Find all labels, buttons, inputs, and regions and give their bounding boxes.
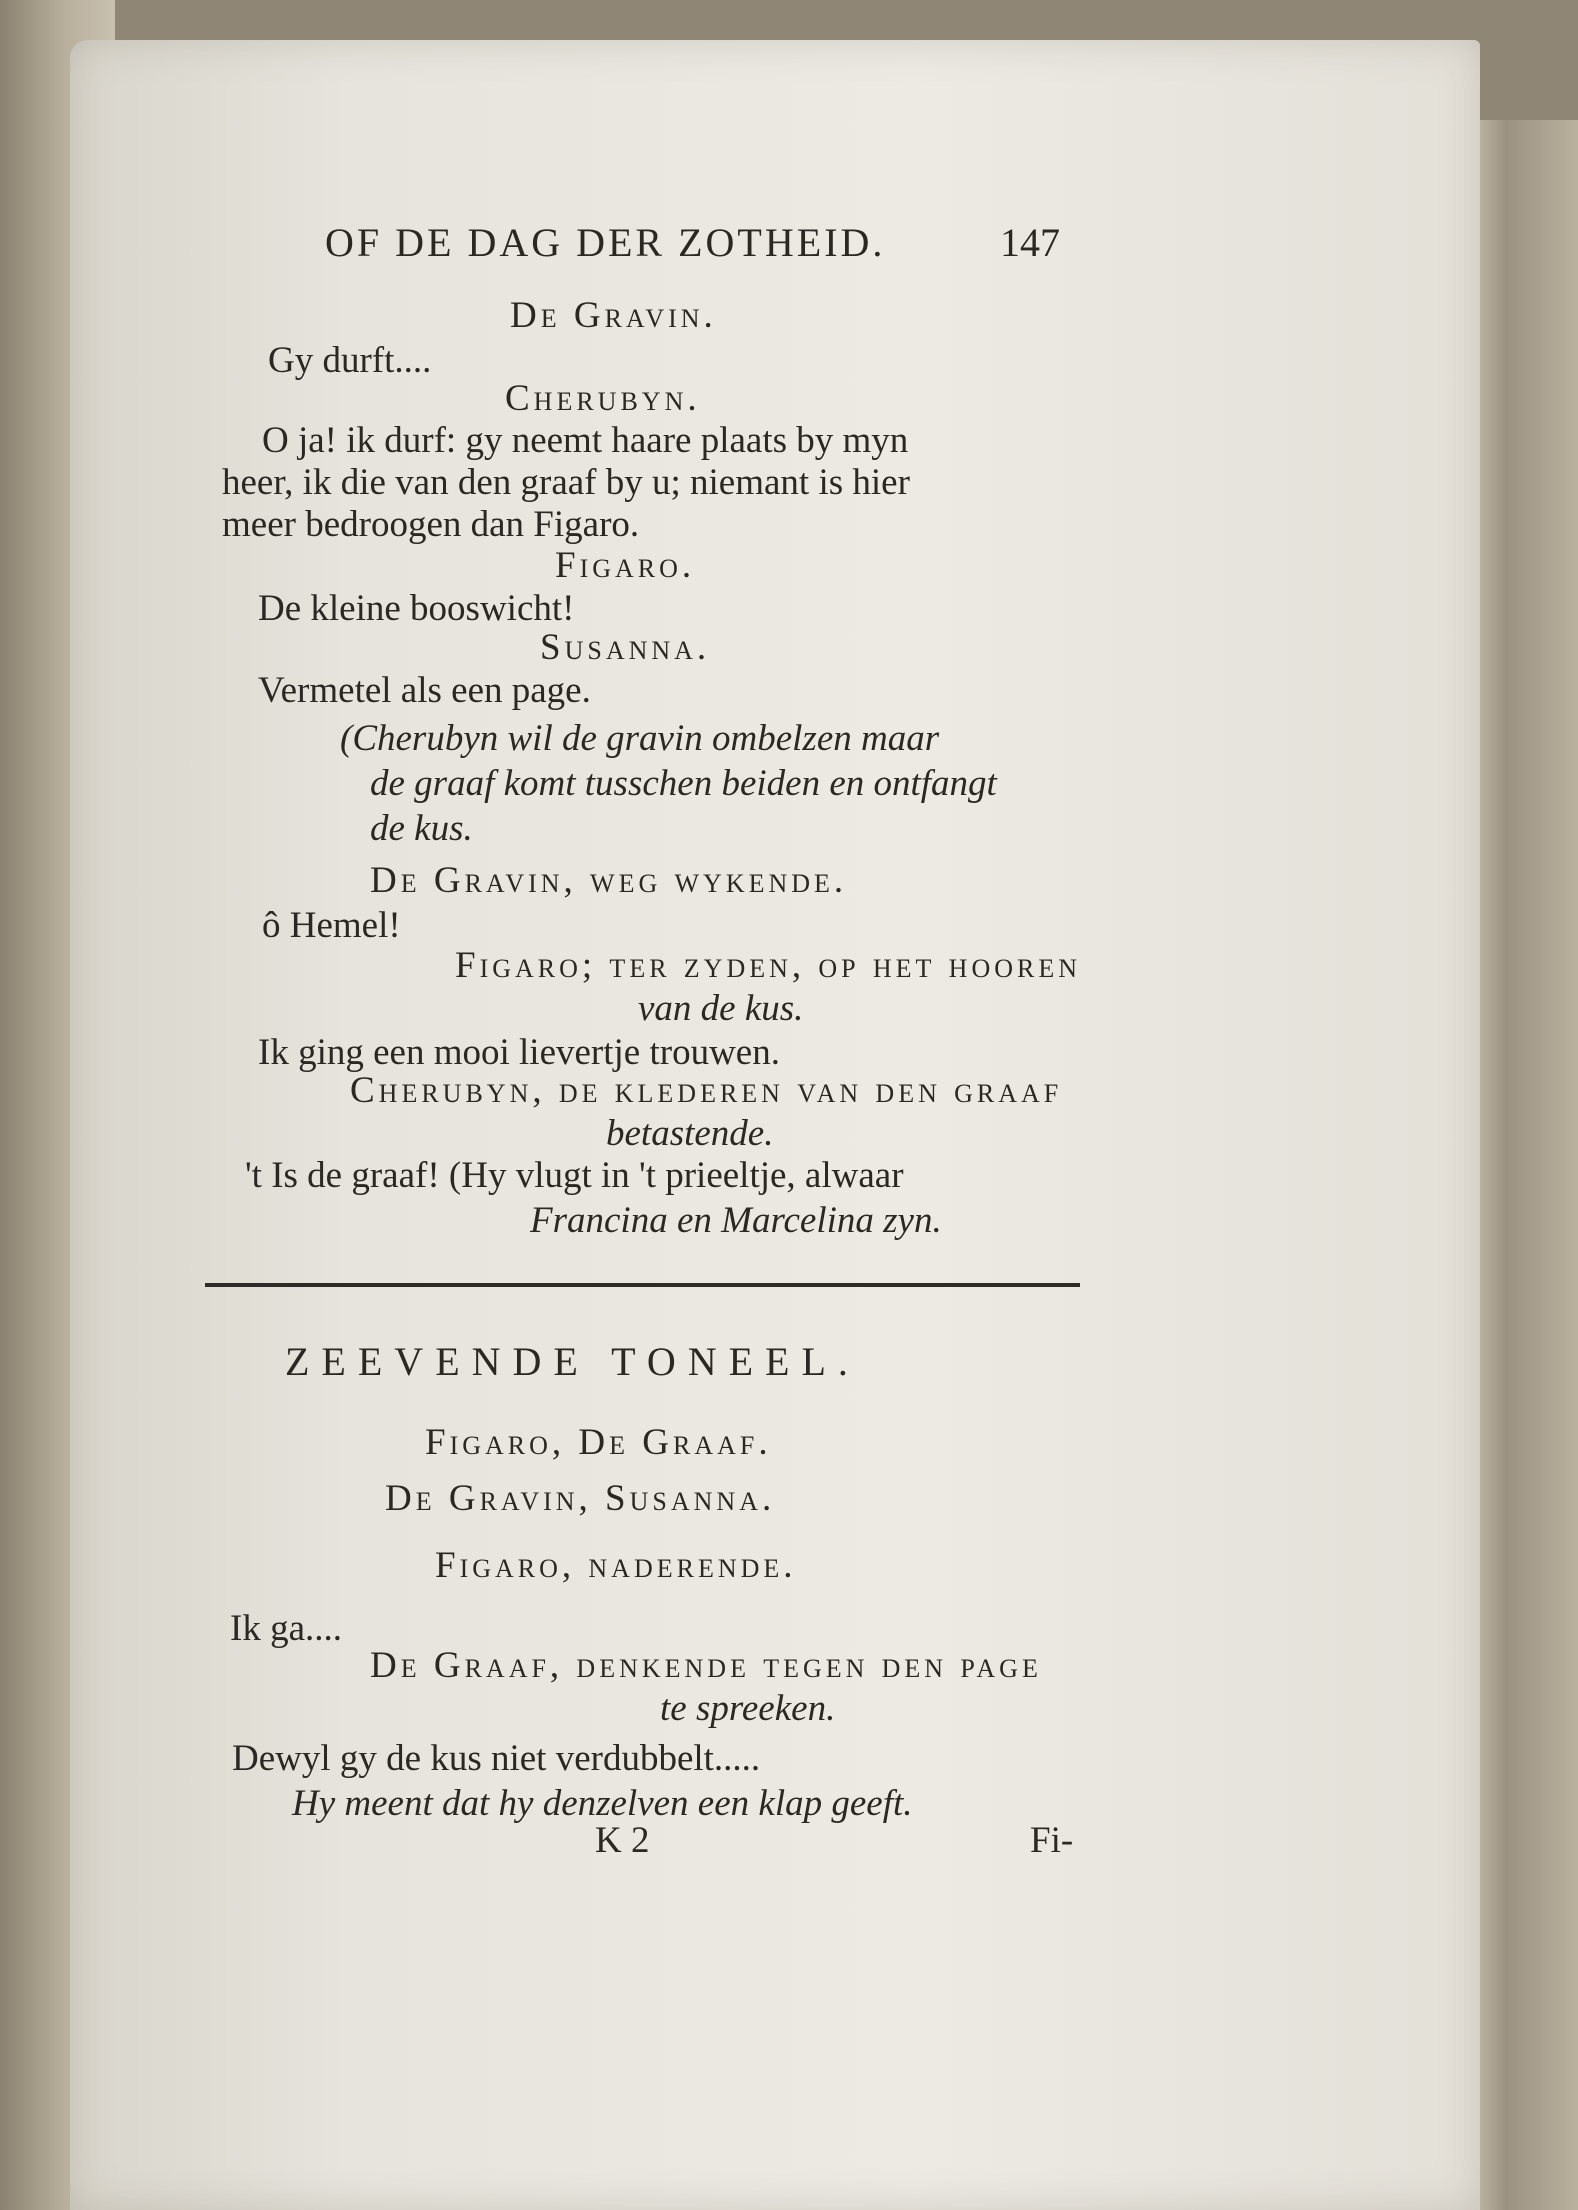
text-line: Ik ging een mooi lievertje trouwen. — [258, 1032, 780, 1073]
text-line: Ik ga.... — [230, 1608, 342, 1649]
text-line: Fi- — [1030, 1820, 1074, 1861]
text-line: De Graaf, denkende tegen den page — [370, 1645, 1042, 1686]
text-line: Figaro. — [555, 545, 696, 586]
text-line: meer bedroogen dan Figaro. — [222, 504, 640, 545]
text-line: de kus. — [370, 808, 473, 849]
text-line: De Gravin, Susanna. — [385, 1478, 776, 1519]
text-line: De Gravin. — [510, 295, 717, 336]
text-line: K 2 — [595, 1820, 650, 1861]
text-line: Figaro, De Graaf. — [425, 1422, 772, 1463]
text-line: ô Hemel! — [262, 905, 401, 946]
text-line: (Cherubyn wil de gravin ombelzen maar — [340, 718, 940, 759]
text-line: Hy meent dat hy denzelven een klap geeft. — [292, 1783, 913, 1824]
text-line: Francina en Marcelina zyn. — [530, 1200, 942, 1241]
text-line: Figaro, naderende. — [435, 1545, 797, 1586]
text-line: van de kus. — [638, 988, 804, 1029]
text-line: Cherubyn, de klederen van den graaf — [350, 1070, 1063, 1111]
text-line: De kleine booswicht! — [258, 588, 575, 629]
text-line: De Gravin, weg wykende. — [370, 860, 848, 901]
text-line: Gy durft.... — [268, 340, 432, 381]
text-line: de graaf komt tusschen beiden en ontfangt — [370, 763, 997, 804]
text-line: te spreeken. — [660, 1688, 836, 1729]
text-line: Dewyl gy de kus niet verdubbelt..... — [232, 1738, 761, 1779]
scene-heading: ZEEVENDE TONEEL. — [285, 1339, 860, 1384]
section-rule — [205, 1283, 1080, 1287]
text-line: O ja! ik durf: gy neemt haare plaats by myn — [262, 420, 909, 461]
text-line: Figaro; ter zyden, op het hooren — [455, 945, 1081, 986]
page-number: 147 — [1000, 220, 1060, 265]
book-right-edge — [1468, 120, 1578, 2210]
text-line: Cherubyn. — [505, 378, 701, 419]
running-title: OF DE DAG DER ZOTHEID. — [325, 220, 886, 265]
text-line: heer, ik die van den graaf by u; niemant is hier — [222, 462, 910, 503]
text-line: betastende. — [606, 1113, 774, 1154]
text-line: 't Is de graaf! (Hy vlugt in 't prieeltje, alwaar — [245, 1155, 904, 1196]
text-line: Vermetel als een page. — [258, 670, 591, 711]
text-line: Susanna. — [540, 627, 711, 668]
